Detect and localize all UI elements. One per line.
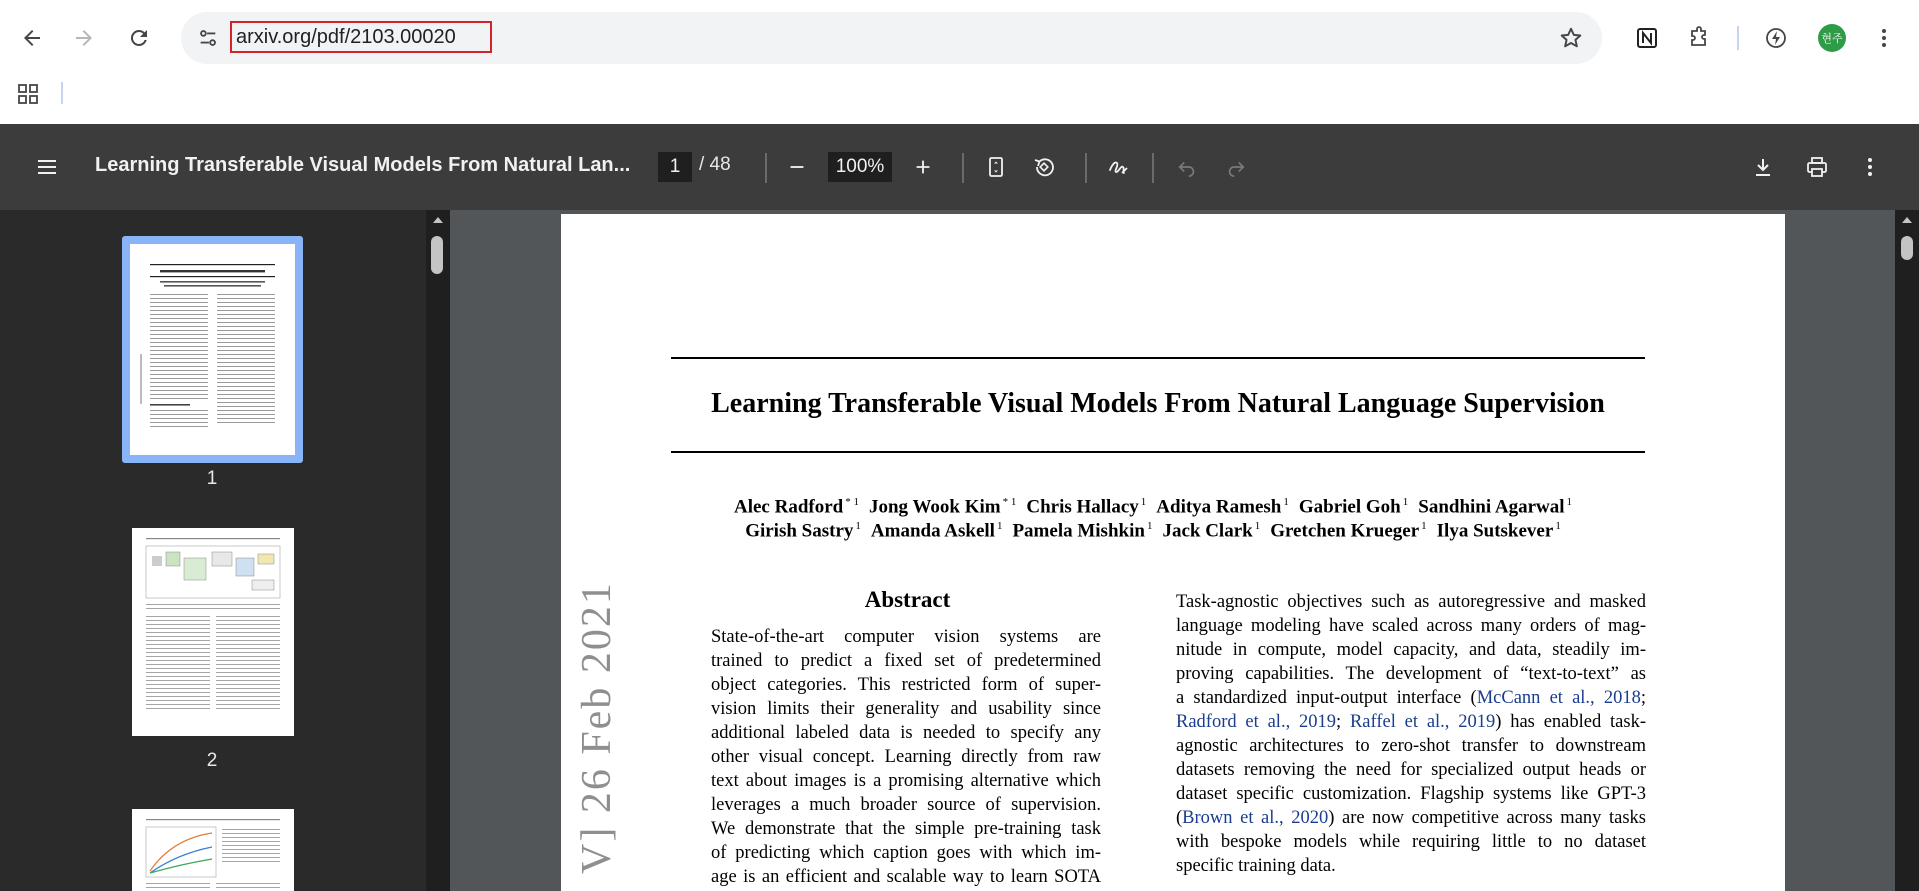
author-name: Alec Radford: [733, 496, 844, 518]
print-icon: [1805, 155, 1829, 179]
sidebar-menu-button[interactable]: [27, 147, 67, 187]
thumbnail-label: 1: [206, 468, 218, 489]
toolbar-divider: [1737, 26, 1739, 50]
browser-toolbar: [0, 0, 1919, 76]
abstract-line: text about images is a promising alternative which: [711, 771, 1101, 791]
abstract-line: of predicting which caption goes with which im-: [711, 843, 1101, 863]
thumbnail-label: 2: [206, 750, 218, 771]
thumbnail-page-3[interactable]: [132, 809, 294, 891]
title-rule-bottom: [671, 451, 1645, 453]
draw-icon: [1107, 155, 1131, 179]
reload-button[interactable]: [121, 20, 157, 56]
intro-line: [1176, 590, 1646, 614]
abstract-line: We demonstrate that the simple pre-training task: [711, 819, 1101, 839]
abstract-line: age is an efficient and scalable way to learn SOTA: [711, 867, 1101, 887]
toolbar-separator: [1152, 153, 1154, 183]
author-name: Chris Hallacy: [1026, 496, 1139, 518]
star-icon: [1558, 25, 1584, 51]
site-info-button[interactable]: [195, 25, 221, 51]
undo-icon: [1176, 156, 1198, 178]
intro-line: [1176, 782, 1646, 806]
toolbar-separator: [1085, 153, 1087, 183]
intro-text: with bespoke models while requiring little to no dataset: [1176, 832, 1646, 852]
intro-text: nitude in compute, model capacity, and data, steadily im-: [1176, 640, 1646, 660]
intro-line: [1176, 710, 1646, 734]
extensions-icon: [1687, 26, 1711, 50]
author-name: Amanda Askell: [870, 520, 995, 542]
fit-page-button[interactable]: [976, 147, 1016, 187]
author-affiliation-mark: 1: [1402, 496, 1409, 508]
intro-text: agnostic architectures to zero-shot transfer to downstream: [1176, 736, 1646, 756]
abstract-line: leverages a much broader source of supervision.: [711, 795, 1101, 815]
intro-text: dataset specific customization. Flagship systems like GPT-3: [1176, 784, 1646, 804]
intro-text: ;: [1336, 712, 1350, 732]
abstract-line: vision limits their generality and usability since: [711, 699, 1101, 719]
more-vert-icon: [1858, 155, 1882, 179]
toolbar-separator: [962, 153, 964, 183]
citation-link[interactable]: Raffel et al., 2019: [1349, 712, 1496, 732]
back-icon: [20, 26, 44, 50]
scroll-up-icon: [426, 210, 450, 230]
author-affiliation-mark: 1: [1283, 496, 1289, 508]
zoom-out-button[interactable]: [777, 147, 817, 187]
zoom-level-input[interactable]: 100%: [828, 152, 892, 182]
more-vert-icon: [1872, 26, 1896, 50]
intro-text: datasets removing the need for specialized output heads or: [1176, 760, 1646, 780]
page-preview-2: [132, 528, 294, 736]
intro-line: [1176, 854, 1646, 878]
author-name: Jong Wook Kim: [868, 496, 1001, 518]
sidebar-scrollbar[interactable]: [426, 210, 450, 891]
rotate-button[interactable]: [1024, 147, 1064, 187]
intro-text: (: [1176, 808, 1183, 828]
author-name: Sandhini Agarwal: [1418, 496, 1565, 518]
intro-text: ) are now competitive across many tasks: [1328, 808, 1646, 828]
author-affiliation-mark: 1: [1421, 520, 1427, 532]
undo-button[interactable]: [1167, 147, 1207, 187]
arxiv-stamp-text: V] 26 Feb 2021: [574, 581, 620, 874]
performance-button[interactable]: [1758, 20, 1794, 56]
apps-icon: [16, 82, 40, 106]
abstract-text: [711, 625, 1101, 889]
citation-link[interactable]: Brown et al., 2020: [1182, 808, 1329, 828]
intro-line: [1176, 686, 1646, 710]
thumbnail-page-2[interactable]: [132, 528, 294, 736]
author-list-row-2: [671, 520, 1645, 542]
intro-line: [1176, 758, 1646, 782]
page-preview-3: [132, 809, 294, 891]
intro-line: [1176, 734, 1646, 758]
author-name: Gabriel Goh: [1298, 496, 1401, 518]
author-affiliation-mark: 1: [1555, 520, 1561, 532]
abstract-line: trained to predict a fixed set of predetermined: [711, 651, 1101, 671]
intro-line: [1176, 638, 1646, 662]
author-affiliation-mark: * 1: [1002, 496, 1017, 508]
paper-title: Learning Transferable Visual Models From Natural Language Supervision: [711, 388, 1605, 419]
zoom-in-button[interactable]: [903, 147, 943, 187]
url-text[interactable]: arxiv.org/pdf/2103.00020: [230, 21, 492, 53]
document-title: Learning Transferable Visual Models From Natural Lan...: [95, 154, 631, 176]
annotate-button[interactable]: [1099, 147, 1139, 187]
intro-text: a standardized input-output interface (: [1176, 688, 1477, 708]
intro-line: [1176, 806, 1646, 830]
author-name: Jack Clark: [1162, 520, 1253, 542]
author-name: Ilya Sutskever: [1436, 520, 1554, 542]
page-total: / 48: [699, 154, 731, 175]
author-affiliation-mark: 1: [1254, 520, 1261, 532]
pdf-page-1: [561, 214, 1785, 891]
pdf-toolbar: [0, 124, 1919, 210]
toolbar-separator: [765, 153, 767, 183]
intro-line: [1176, 830, 1646, 854]
author-affiliation-mark: 1: [1146, 520, 1153, 532]
apps-button[interactable]: [16, 82, 40, 106]
page-number-input[interactable]: 1: [658, 152, 692, 182]
notion-extension-button[interactable]: [1629, 20, 1665, 56]
page-scrollbar-thumb[interactable]: [1901, 236, 1913, 260]
intro-line: [1176, 614, 1646, 638]
author-affiliation-mark: 1: [996, 520, 1003, 532]
abstract-line: additional labeled data is needed to specify any: [711, 723, 1101, 743]
page-preview-1: [130, 244, 295, 455]
intro-text: ;: [1640, 688, 1646, 708]
author-affiliation-mark: 1: [1140, 496, 1147, 508]
bookmarks-bar: [0, 76, 1919, 124]
intro-text: specific training data.: [1176, 856, 1336, 876]
author-list-row-1: [671, 496, 1645, 518]
bookmark-star-button[interactable]: [1558, 25, 1584, 51]
thumbnail-page-1[interactable]: [130, 244, 295, 455]
pdf-more-button[interactable]: [1850, 147, 1890, 187]
author-affiliation-mark: * 1: [845, 496, 859, 508]
scroll-up-icon: [1895, 210, 1919, 230]
author-name: Gretchen Krueger: [1270, 520, 1420, 542]
reload-icon: [127, 26, 151, 50]
extensions-button[interactable]: [1681, 20, 1717, 56]
redo-button[interactable]: [1216, 147, 1256, 187]
pdf-viewport: [450, 210, 1895, 891]
download-button[interactable]: [1743, 147, 1783, 187]
performance-icon: [1764, 26, 1788, 50]
minus-icon: [786, 156, 808, 178]
profile-avatar[interactable]: 현주: [1818, 24, 1846, 52]
menu-icon: [35, 155, 59, 179]
plus-icon: [912, 156, 934, 178]
abstract-line: other visual concept. Learning directly from raw: [711, 747, 1101, 767]
redo-icon: [1225, 156, 1247, 178]
intro-text: proving capabilities. The development of “text-to-text” as: [1176, 664, 1646, 684]
fit-page-icon: [984, 155, 1008, 179]
download-icon: [1751, 155, 1775, 179]
introduction-text: [1176, 590, 1646, 878]
site-info-icon: [197, 27, 219, 49]
citation-link[interactable]: Radford et al., 2019: [1176, 712, 1337, 732]
notion-icon: [1635, 26, 1659, 50]
intro-text: Task-agnostic objectives such as autoregressive and masked: [1176, 592, 1646, 612]
author-name: Girish Sastry: [745, 520, 854, 542]
author-affiliation-mark: 1: [855, 520, 861, 532]
citation-link[interactable]: McCann et al., 2018: [1476, 688, 1641, 708]
author-name: Aditya Ramesh: [1156, 496, 1282, 518]
address-bar[interactable]: [181, 12, 1602, 64]
forward-icon: [72, 26, 96, 50]
browser-menu-button[interactable]: [1866, 20, 1902, 56]
abstract-heading: Abstract: [864, 587, 951, 612]
bookmarks-divider: [61, 82, 63, 104]
thumbnail-sidebar: [0, 210, 426, 891]
forward-button[interactable]: [66, 20, 102, 56]
sidebar-scrollbar-thumb[interactable]: [431, 236, 443, 274]
rotate-icon: [1032, 155, 1056, 179]
title-rule-top: [671, 357, 1645, 359]
intro-text: ) has enabled task-: [1495, 712, 1646, 732]
author-affiliation-mark: 1: [1566, 496, 1572, 508]
abstract-line: State-of-the-art computer vision systems are: [711, 627, 1101, 647]
page-scrollbar[interactable]: [1895, 210, 1919, 891]
abstract-line: object categories. This restricted form of super-: [711, 675, 1101, 695]
intro-text: language modeling have scaled across many orders of mag-: [1176, 616, 1646, 636]
print-button[interactable]: [1797, 147, 1837, 187]
intro-line: [1176, 662, 1646, 686]
author-name: Pamela Mishkin: [1012, 520, 1145, 542]
back-button[interactable]: [14, 20, 50, 56]
